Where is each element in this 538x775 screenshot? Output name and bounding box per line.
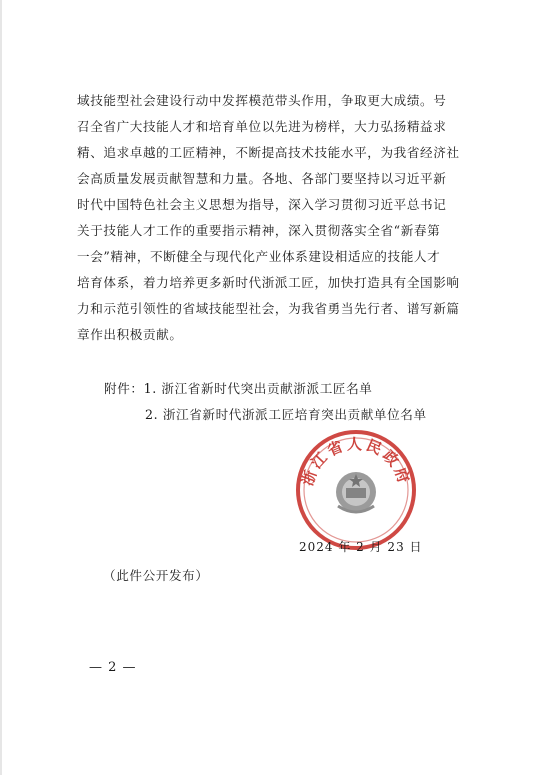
- body-line: 召全省广大技能人才和培育单位以先进为榜样，大力弘扬精益求: [77, 119, 447, 134]
- body-line: 时代中国特色社会主义思想为指导，深入学习贯彻习近平总书记: [77, 197, 447, 212]
- official-seal: [294, 428, 418, 552]
- seal-text: 浙江省人民政府: [298, 434, 414, 489]
- body-line: 关于技能人才工作的重要指示精神，深入贯彻落实全省“新春第: [77, 223, 441, 238]
- body-line: 一会”精神，不断健全与现代化产业体系建设相适应的技能人才: [77, 249, 441, 264]
- publish-note: （此件公开发布）: [103, 568, 209, 583]
- national-emblem-icon: [336, 472, 376, 512]
- body-line: 章作出积极贡献。: [77, 327, 183, 342]
- body-line: 域技能型社会建设行动中发挥模范带头作用，争取更大成绩。号: [77, 93, 447, 108]
- body-line: 精、追求卓越的工匠精神，不断提高技术技能水平，为我省经济社: [77, 145, 460, 160]
- page-number: — 2 —: [89, 660, 137, 675]
- body-line: 会高质量发展贡献智慧和力量。各地、各部门要坚持以习近平新: [77, 171, 447, 186]
- body-line: 培育体系，着力培养更多新时代浙派工匠，加快打造具有全国影响: [77, 275, 460, 290]
- attachment-item-1: 附件：1. 浙江省新时代突出贡献浙派工匠名单: [104, 381, 373, 396]
- body-line: 力和示范引领性的省域技能型社会，为我省勇当先行者、谱写新篇: [77, 301, 460, 316]
- attachment-item-2: 2. 浙江省新时代浙派工匠培育突出贡献单位名单: [145, 407, 427, 422]
- issue-date: 2024 年 2 月 23 日: [299, 540, 423, 554]
